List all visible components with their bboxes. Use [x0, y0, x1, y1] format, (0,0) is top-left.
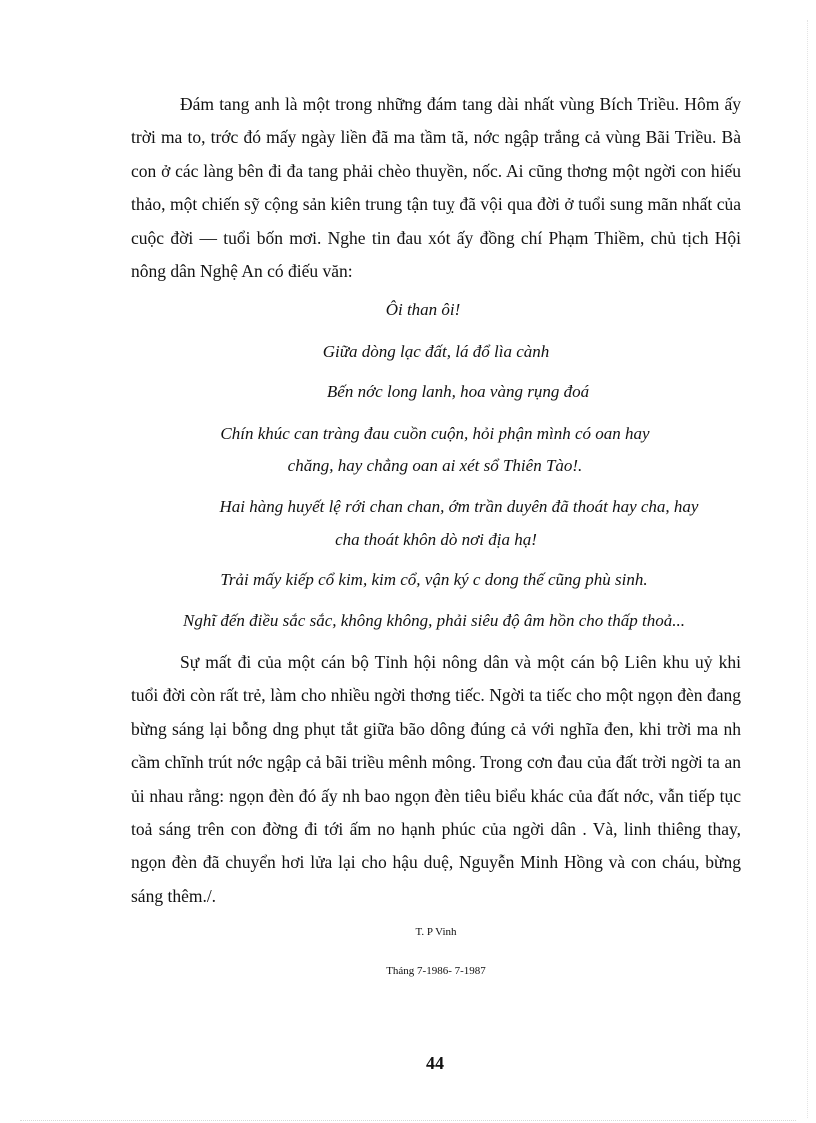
verse-line: Nghĩ đến điều sắc sắc, không không, phải siêu độ âm hồn cho thấp thoả... — [183, 611, 685, 630]
date-line: Tháng 7-1986- 7-1987 — [386, 965, 486, 977]
verse-line: cha thoát khôn dò nơi địa hạ! — [335, 530, 537, 549]
bottom-border — [20, 1120, 796, 1121]
verse-line: chăng, hay chẳng oan ai xét sổ Thiên Tào!. — [287, 456, 583, 475]
verse-line: Ôi than ôi! — [385, 300, 461, 319]
right-border — [807, 20, 808, 1118]
verse-line: Trải mấy kiếp cổ kim, kim cổ, vận ký c dong thế cũng phù sinh. — [220, 570, 648, 589]
body-paragraph-1 — [131, 88, 741, 288]
paragraph-2-text: Sự mất đi của một cán bộ Tỉnh hội nông dân và một cán bộ Liên khu uỷ khi tuổi đời còn rất trẻ, làm cho nhiều ngời thơng tiếc. Ngời ta tiếc cho một ngọn đèn đang bừng sáng lại bỗng dng phụt tắt giữa bão dông đúng cả với nghĩa đen, khi trời ma nh cầm chĩnh trút nớc ngập cả bãi triều mênh mông. Trong cơn đau của đất trời ngời ta an ủi nhau rằng: ngọn đèn đó ấy nh bao ngọn đèn tiêu biểu khác của đất nớc, vẫn tiếp tục toả sáng trên con đờng đi tới ấm no hạnh phúc của ngời dân . Và, linh thiêng thay, ngọn đèn đã chuyển hơi lửa lại cho hậu duệ, Nguyễn Minh Hồng và con cháu, bừng sáng thêm./. — [131, 652, 741, 906]
verse-line: Chín khúc can tràng đau cuồn cuộn, hỏi phận mình có oan hay — [220, 424, 650, 443]
verse-line: Hai hàng huyết lệ rới chan chan, ớm trần duyên đã thoát hay cha, hay — [219, 497, 699, 516]
verse-line: Giữa dòng lạc đất, lá đổ lìa cành — [322, 342, 550, 361]
body-paragraph-2 — [131, 646, 741, 913]
page-number: 44 — [426, 1053, 444, 1073]
author-signature: T. P Vinh — [415, 926, 457, 938]
paragraph-1-text: Đám tang anh là một trong những đám tang dài nhất vùng Bích Triều. Hôm ấy trời ma to, trớc đó mấy ngày liền đã ma tầm tã, nớc ngập trắng cả vùng Bãi Triều. Bà con ở các làng bên đi đa tang phải chèo thuyền, nốc. Ai cũng thơng một ngời con hiếu thảo, một chiến sỹ cộng sản kiên trung tận tuỵ đã vội qua đời ở tuổi sung mãn nhất của cuộc đời — tuổi bốn mơi. Nghe tin đau xót ấy đồng chí Phạm Thiềm, chủ tịch Hội nông dân Nghệ An có điếu văn: — [131, 94, 741, 282]
verse-line: Bến nớc long lanh, hoa vàng rụng đoá — [326, 382, 590, 401]
